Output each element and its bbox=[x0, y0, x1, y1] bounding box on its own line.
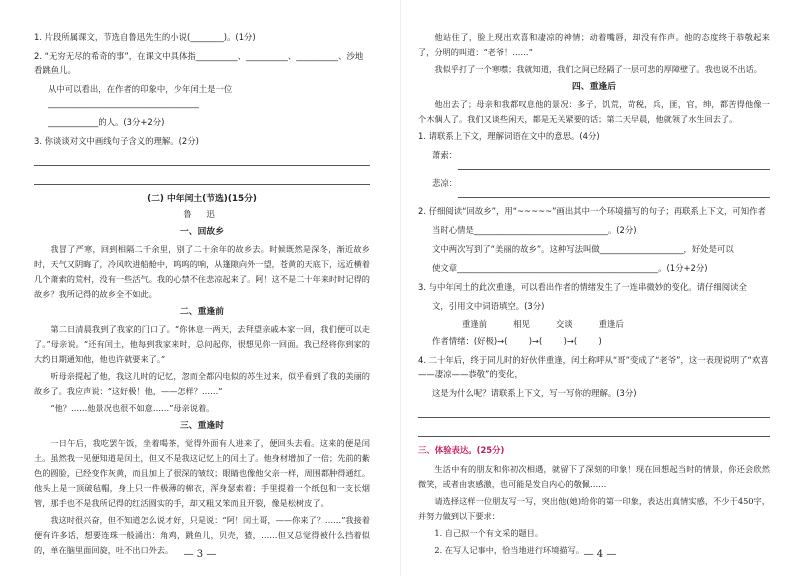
writing-requirement: 2. 在写人记事中，恰当地进行环境描写。 bbox=[434, 545, 584, 555]
section-title: (二) 中年闰土(节选)(15分) bbox=[147, 194, 257, 204]
question-1: 1. 请联系上下文，理解词语在文中的意思。(4分) bbox=[418, 131, 600, 141]
answer-line bbox=[34, 172, 370, 185]
emotion-chain: 作者情绪：(好极)→( )→( )→( ) bbox=[432, 336, 602, 346]
seq-label: 交谈 bbox=[555, 319, 573, 329]
paragraph: 我冒了严寒，回到相隔二千余里，别了二十余年的故乡去。时候既然是深冬，渐近故乡时，天气又阴晦了，冷风吹进船舱中，呜呜的响，从篷隙向外一望，苍黄的天底下，远近横着几个萧索的荒村，没有一些活气。我的心禁不住悲凉起来了。阿！这不是二十年来时时记得的故乡？我所记得的故乡全不如此。 bbox=[34, 244, 370, 299]
question-2-end: 使文章________________________________________________。(1分+2分) bbox=[432, 263, 708, 273]
question-3-cont: 文，引用文中词语填空。(3分) bbox=[432, 301, 545, 311]
answer-line bbox=[458, 157, 770, 170]
writing-prompt: 请选择这样一位朋友写一写，突出他(她)给你的第一印象，表达出真情实感，不少于450字，并努力做到以下要求： bbox=[418, 496, 770, 521]
answer-line bbox=[458, 185, 770, 198]
heading-after-reunion: 四、重逢后 bbox=[572, 82, 616, 92]
question-2: 2. 仔细阅读“回故乡”，用“~~~~~”画出其中一个环境描写的句子；再联系上下文，可知作者 bbox=[418, 206, 766, 216]
term-beiliang: 悲凉： bbox=[432, 178, 458, 188]
question-2-method: 文中两次写到了“美丽的故乡”。这种写法叫做____________________，好处是可以 bbox=[432, 244, 734, 254]
question-2-cont: 当时心情是________________________________。(2分) bbox=[432, 225, 637, 235]
question-4: 4. 二十年后，终于同儿时的好伙伴重逢，闰土称呼从“哥”变成了“老爷”，这一表现说明了“欢喜——凄凉——恭敬”的变化， bbox=[418, 355, 769, 379]
question-3: 3. 你谈谈对文中画线句子含义的理解。(2分) bbox=[34, 136, 199, 146]
seq-label: 相见 bbox=[513, 319, 530, 329]
heading-return-home: 一、回故乡 bbox=[180, 227, 224, 237]
question-2-cont: 从中可以看出，在作者的印象中，少年闰土是一位____________________________________ bbox=[48, 84, 233, 108]
answer-line bbox=[34, 153, 370, 166]
paragraph: 第二日清晨我到了我家的门口了。“你休息一两天，去拜望亲戚本家一回，我们便可以走了。”母亲说。“还有闰土，他每到我家来时，总问起你，很想见你一回面。我已经将你到家的大约日期通知他，他也许就要来了。” bbox=[34, 324, 370, 364]
paragraph: “他？……他景况也很不如意……”母亲说着。 bbox=[50, 403, 215, 413]
term-xiaosuo: 萧索： bbox=[432, 150, 458, 160]
heading-reunion: 三、重逢时 bbox=[180, 421, 224, 431]
part-3-title: 三、体验表达。(25分) bbox=[418, 445, 505, 455]
author: 鲁 迅 bbox=[183, 209, 221, 219]
writing-prompt: 生活中有的朋友和你初次相遇，就留下了深刻的印象！现在回想起当时的情景，你还会欣然微笑，或者由衷感激，也可能是发自内心的敬佩…… bbox=[418, 464, 770, 489]
page-number: — 4 — bbox=[583, 549, 617, 560]
seq-label: 重逢前 bbox=[462, 319, 488, 329]
answer-line bbox=[418, 424, 770, 437]
paragraph: 他出去了；母亲和我都叹息他的景况：多子，饥荒，苛税，兵，匪，官，绅，都苦得他像一个木偶人了。我们又谈些闲天，都是无关紧要的话；第二天早晨，他就领了水生回去了。 bbox=[418, 99, 770, 124]
question-3: 3. 与中年闰土的此次重逢，可以看出作者的情绪发生了一连串微妙的变化。请仔细阅读全 bbox=[418, 282, 747, 292]
question-2-end: ____________的人。(3分+2分) bbox=[48, 117, 165, 127]
paragraph: 听母亲提起了他，我这儿时的记忆，忽而全都闪电似的苏生过来，似乎看到了我的美丽的故乡了。我应声说：“这好极！他，——怎样？……” bbox=[34, 371, 370, 396]
paragraph: 他站住了，脸上现出欢喜和凄凉的神情；动着嘴唇，却没有作声。他的态度终于恭敬起来了，分明的叫道：“老爷！……” bbox=[418, 32, 770, 57]
emotion-sequence-labels bbox=[462, 318, 770, 330]
right-page bbox=[400, 0, 800, 576]
writing-requirement: 1. 自己拟一个有文采的题目。 bbox=[434, 528, 544, 538]
seq-label: 重逢后 bbox=[598, 319, 624, 329]
question-4-cont: 这是为什么呢？请联系上下文，写一写你的理解。(3分) bbox=[432, 388, 637, 398]
answer-line bbox=[418, 405, 770, 418]
paragraph: 一日午后，我吃罢午饭，坐着喝茶，觉得外面有人进来了，便回头去看。这来的便是闰土。虽然我一见便知道是闰土，但又不是我这记忆上的闰土了。他身材增加了一倍；先前的紫色的圆脸，已经变作灰黄，而且加上了很深的皱纹；眼睛也像他父亲一样，周围都肿得通红。他头上是一顶破毡帽，身上只一件极薄的棉衣，浑身瑟索着；手里提着一个纸包和一支长烟管，那手也不是我所记得的红活圆实的手，却又粗又笨而且开裂，像是松树皮了。 bbox=[34, 438, 370, 508]
question-1: 1. 片段所属课文，节选自鲁迅先生的小说(________)。(1分) bbox=[34, 32, 256, 42]
question-2: 2. “无穷无尽的希奇的事”，在课文中具体指__________、__________、__________、沙地看跳鱼儿。 bbox=[34, 51, 364, 75]
paragraph: 我这时很兴奋，但不知道怎么说才好，只是说：“阿！闰土哥，——你来了？……”我接着便有许多话，想要连珠一般涌出：角鸡，跳鱼儿，贝壳，猹，……但又总觉得被什么挡着似的，单在脑里面回旋，吐不出口外去。 bbox=[34, 515, 370, 555]
page-number: — 3 — bbox=[183, 549, 217, 560]
heading-before-reunion: 二、重逢前 bbox=[180, 307, 224, 317]
paragraph: 我似乎打了一个寒噤；我就知道，我们之间已经隔了一层可悲的厚障壁了。我也说不出话。 bbox=[434, 64, 762, 74]
